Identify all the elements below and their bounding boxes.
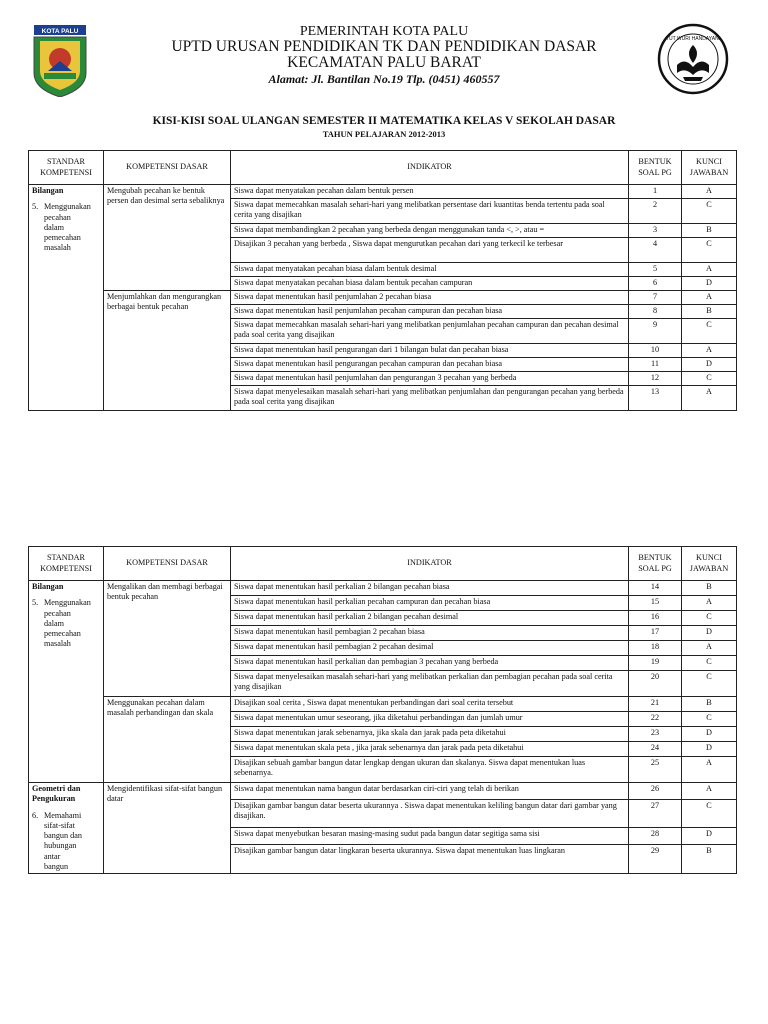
standar-kompetensi-cell [29, 581, 104, 783]
indikator-cell: Disajikan soal cerita , Siswa dapat menentukan perbandingan dari soal cerita tersebut [231, 697, 629, 712]
soal-number-cell: 4 [629, 238, 682, 263]
col-indikator: INDIKATOR [231, 547, 629, 581]
indikator-cell: Siswa dapat menentukan hasil pengurangan dari 1 bilangan bulat dan pecahan biasa [231, 344, 629, 358]
document-title: KISI-KISI SOAL ULANGAN SEMESTER II MATEMATIKA KELAS V SEKOLAH DASAR [152, 115, 616, 127]
header-line-2: UPTD URUSAN PENDIDIKAN TK DAN PENDIDIKAN DASAR [171, 38, 597, 55]
answer-key-cell: B [682, 845, 737, 874]
soal-number-cell: 24 [629, 742, 682, 757]
document-subtitle: TAHUN PELAJARAN 2012-2013 [322, 129, 446, 139]
indikator-cell: Siswa dapat menyelesaikan masalah sehari-hari yang melibatkan penjumlahan dan pengurangan pecahan yang berbeda pada soal cerita yang disajikan [231, 386, 629, 411]
svg-text:TUT WURI HANDAYANI: TUT WURI HANDAYANI [665, 36, 721, 42]
soal-number-cell: 21 [629, 697, 682, 712]
soal-number-cell: 15 [629, 596, 682, 611]
answer-key-cell: C [682, 372, 737, 386]
indikator-cell: Siswa dapat menentukan hasil perkalian 2 bilangan pecahan desimal [231, 611, 629, 626]
answer-key-cell: A [682, 757, 737, 783]
header-line-1: PEMERINTAH KOTA PALU [299, 24, 469, 39]
document-header [0, 0, 768, 100]
col-kunci-jawaban: KUNCI JAWABAN [682, 547, 737, 581]
svg-text:KOTA PALU: KOTA PALU [41, 28, 79, 35]
soal-number-cell: 1 [629, 185, 682, 199]
answer-key-cell: C [682, 319, 737, 344]
answer-key-cell: C [682, 712, 737, 727]
answer-key-cell: A [682, 291, 737, 305]
soal-number-cell: 26 [629, 783, 682, 800]
sk-text: Memahami sifat-sifat bangun dan hubungan antar bangun [44, 810, 82, 871]
tut-wuri-handayani-emblem-icon [657, 23, 729, 95]
col-kunci-jawaban: KUNCI JAWABAN [682, 151, 737, 185]
indikator-cell: Siswa dapat menyatakan pecahan dalam bentuk persen [231, 185, 629, 199]
indikator-cell: Siswa dapat menentukan hasil perkalian 2 bilangan pecahan biasa [231, 581, 629, 596]
kompetensi-dasar-cell: Menggunakan pecahan dalam masalah perbandingan dan skala [104, 697, 231, 783]
indikator-cell: Siswa dapat menentukan hasil pembagian 2 pecahan desimal [231, 641, 629, 656]
table-row [29, 185, 737, 199]
indikator-cell: Siswa dapat menyatakan pecahan biasa dalam bentuk desimal [231, 263, 629, 277]
indikator-cell: Siswa dapat menentukan jarak sebenarnya, jika skala dan jarak pada peta diketahui [231, 727, 629, 742]
answer-key-cell: C [682, 238, 737, 263]
answer-key-cell: C [682, 656, 737, 671]
sk-number: 5. [32, 202, 39, 212]
answer-key-cell: A [682, 185, 737, 199]
indikator-cell: Siswa dapat menyebutkan besaran masing-masing sudut pada bangun datar segitiga sama sisi [231, 828, 629, 845]
indikator-cell: Siswa dapat menentukan hasil perkalian dan pembagian 3 pecahan yang berbeda [231, 656, 629, 671]
answer-key-cell: B [682, 581, 737, 596]
sk-number: 5. [32, 598, 39, 608]
soal-number-cell: 11 [629, 358, 682, 372]
answer-key-cell: C [682, 671, 737, 697]
sk-number: 6. [32, 810, 39, 820]
answer-key-cell: C [682, 799, 737, 828]
answer-key-cell: C [682, 199, 737, 224]
soal-number-cell: 20 [629, 671, 682, 697]
soal-number-cell: 16 [629, 611, 682, 626]
answer-key-cell: A [682, 344, 737, 358]
soal-number-cell: 14 [629, 581, 682, 596]
soal-number-cell: 19 [629, 656, 682, 671]
kompetensi-dasar-cell: Mengubah pecahan ke bentuk persen dan desimal serta sebaliknya [104, 185, 231, 291]
indikator-cell: Disajikan gambar bangun datar beserta ukurannya . Siswa dapat menentukan keliling bangun datar dari gambar yang disajikan. [231, 799, 629, 828]
answer-key-cell: B [682, 697, 737, 712]
indikator-cell: Siswa dapat menentukan hasil penjumlahan dan pengurangan 3 pecahan yang berbeda [231, 372, 629, 386]
soal-number-cell: 7 [629, 291, 682, 305]
col-indikator: INDIKATOR [231, 151, 629, 185]
col-bentuk-soal: BENTUK SOAL PG [629, 151, 682, 185]
soal-number-cell: 27 [629, 799, 682, 828]
answer-key-cell: A [682, 596, 737, 611]
indikator-cell: Siswa dapat membandingkan 2 pecahan yang berbeda dengan menggunakan tanda <, >, atau = [231, 224, 629, 238]
answer-key-cell: A [682, 386, 737, 411]
answer-key-cell: D [682, 727, 737, 742]
answer-key-cell: D [682, 742, 737, 757]
soal-number-cell: 29 [629, 845, 682, 874]
soal-number-cell: 2 [629, 199, 682, 224]
sk-text: Menggunakan pecahan dalam pemecahan masalah [44, 202, 91, 253]
soal-number-cell: 9 [629, 319, 682, 344]
sk-text: Menggunakan pecahan dalam pemecahan masalah [44, 598, 91, 649]
indikator-cell: Siswa dapat memecahkan masalah sehari-hari yang melibatkan penjumlahan pecahan campuran dan pecahan desimal pada soal cerita yang disajikan [231, 319, 629, 344]
table-row [29, 783, 737, 800]
kompetensi-dasar-cell: Menjumlahkan dan mengurangkan berbagai bentuk pecahan [104, 291, 231, 411]
indikator-cell: Siswa dapat menentukan hasil pembagian 2 pecahan biasa [231, 626, 629, 641]
standar-kompetensi-cell [29, 783, 104, 874]
indikator-cell: Siswa dapat menentukan skala peta , jika jarak sebenarnya dan jarak pada peta diketahui [231, 742, 629, 757]
col-kompetensi-dasar: KOMPETENSI DASAR [104, 151, 231, 185]
col-bentuk-soal: BENTUK SOAL PG [629, 547, 682, 581]
sk-title: Geometri dan Pengukuran [32, 784, 81, 804]
sk-title: Bilangan [32, 186, 64, 195]
answer-key-cell: C [682, 611, 737, 626]
soal-number-cell: 25 [629, 757, 682, 783]
kompetensi-dasar-cell: Mengalikan dan membagi berbagai bentuk pecahan [104, 581, 231, 697]
col-standar-kompetensi: STANDAR KOMPETENSI [29, 151, 104, 185]
col-kompetensi-dasar: KOMPETENSI DASAR [104, 547, 231, 581]
indikator-cell: Disajikan sebuah gambar bangun datar lengkap dengan ukuran dan skalanya. Siswa dapat menentukan luas sebenarnya. [231, 757, 629, 783]
answer-key-cell: B [682, 305, 737, 319]
header-address: Alamat: Jl. Bantilan No.19 Tlp. (0451) 460557 [268, 72, 500, 86]
indikator-cell: Siswa dapat menentukan umur seseorang, jika diketahui perbandingan dan jumlah umur [231, 712, 629, 727]
col-standar-kompetensi: STANDAR KOMPETENSI [29, 547, 104, 581]
header-line-3: KECAMATAN PALU BARAT [287, 54, 481, 71]
answer-key-cell: B [682, 224, 737, 238]
indikator-cell: Siswa dapat menentukan hasil penjumlahan 2 pecahan biasa [231, 291, 629, 305]
soal-number-cell: 3 [629, 224, 682, 238]
answer-key-cell: D [682, 828, 737, 845]
soal-number-cell: 5 [629, 263, 682, 277]
answer-key-cell: D [682, 358, 737, 372]
answer-key-cell: D [682, 626, 737, 641]
soal-number-cell: 28 [629, 828, 682, 845]
answer-key-cell: A [682, 783, 737, 800]
soal-number-cell: 13 [629, 386, 682, 411]
soal-number-cell: 12 [629, 372, 682, 386]
soal-number-cell: 10 [629, 344, 682, 358]
kisi-kisi-table-1 [28, 150, 737, 411]
table-row [29, 697, 737, 712]
indikator-cell: Siswa dapat menentukan hasil pengurangan pecahan campuran dan pecahan biasa [231, 358, 629, 372]
soal-number-cell: 18 [629, 641, 682, 656]
indikator-cell: Siswa dapat memecahkan masalah sehari-hari yang melibatkan persentase dari kuantitas benda tertentu pada soal cerita yang disajikan [231, 199, 629, 224]
answer-key-cell: A [682, 263, 737, 277]
soal-number-cell: 22 [629, 712, 682, 727]
indikator-cell: Siswa dapat menentukan hasil perkalian pecahan campuran dan pecahan biasa [231, 596, 629, 611]
indikator-cell: Disajikan 3 pecahan yang berbeda , Siswa dapat mengurutkan pecahan dari yang terkecil ke terbesar [231, 238, 629, 263]
soal-number-cell: 8 [629, 305, 682, 319]
soal-number-cell: 17 [629, 626, 682, 641]
indikator-cell: Disajikan gambar bangun datar lingkaran beserta ukurannya. Siswa dapat menentukan luas lingkaran [231, 845, 629, 874]
kompetensi-dasar-cell: Mengidentifikasi sifat-sifat bangun datar [104, 783, 231, 874]
table-row [29, 581, 737, 596]
kisi-kisi-table-2 [28, 546, 737, 874]
sk-title: Bilangan [32, 582, 64, 591]
answer-key-cell: A [682, 641, 737, 656]
indikator-cell: Siswa dapat menyelesaikan masalah sehari-hari yang melibatkan perkalian dan pembagian pecahan pada soal cerita yang disajikan [231, 671, 629, 697]
indikator-cell: Siswa dapat menyatakan pecahan biasa dalam bentuk pecahan campuran [231, 277, 629, 291]
soal-number-cell: 23 [629, 727, 682, 742]
table-row [29, 291, 737, 305]
indikator-cell: Siswa dapat menentukan hasil penjumlahan pecahan campuran dan pecahan biasa [231, 305, 629, 319]
soal-number-cell: 6 [629, 277, 682, 291]
standar-kompetensi-cell [29, 185, 104, 411]
indikator-cell: Siswa dapat menentukan nama bangun datar berdasarkan ciri-ciri yang telah di berikan [231, 783, 629, 800]
answer-key-cell: D [682, 277, 737, 291]
